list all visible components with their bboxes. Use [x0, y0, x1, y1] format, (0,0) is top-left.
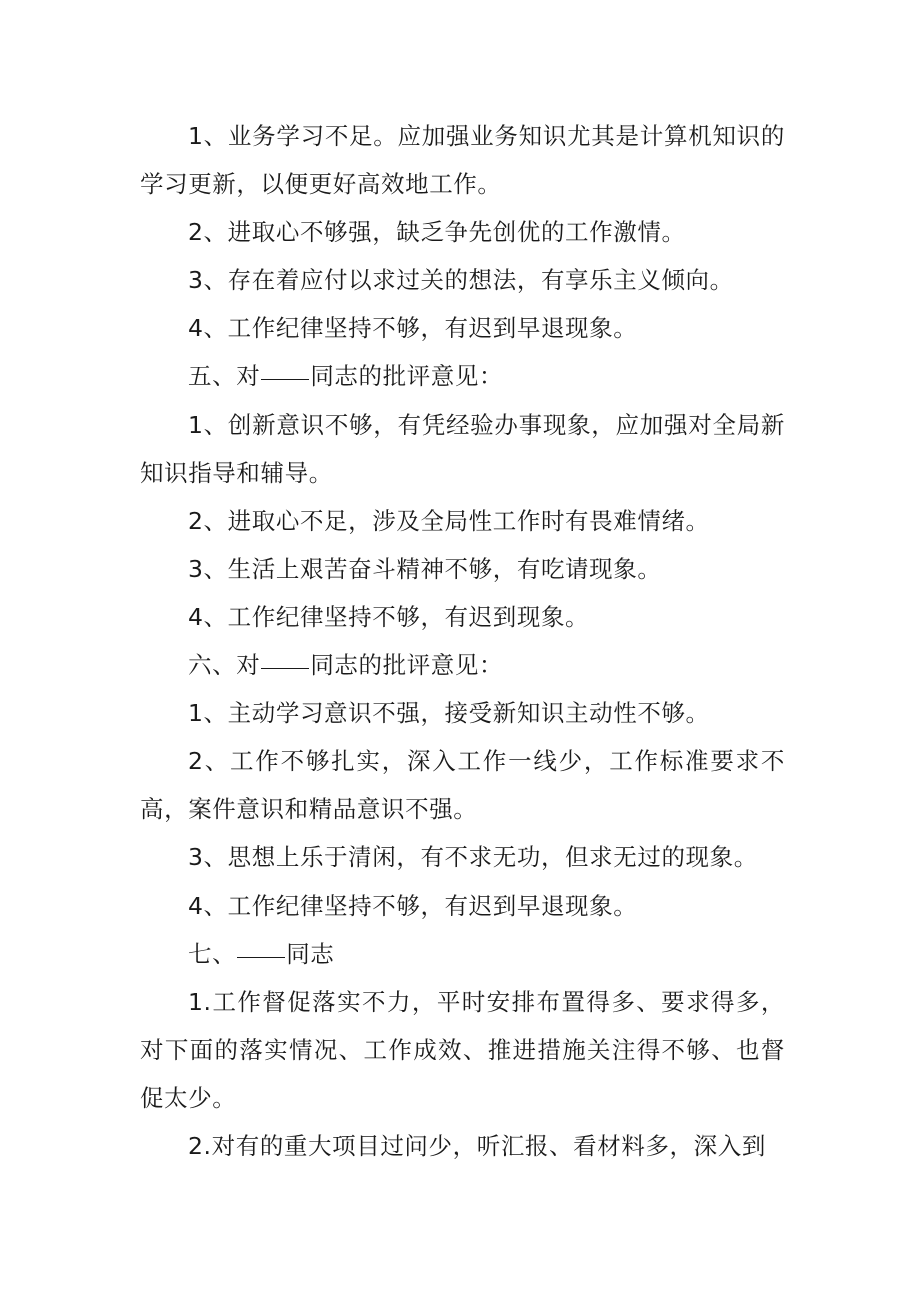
paragraph-text: 1、创新意识不够，有凭经验办事现象，应加强对全局新知识指导和辅导。 [140, 410, 785, 487]
paragraph [140, 978, 785, 1122]
paragraph-text: 1、业务学习不足。应加强业务知识尤其是计算机知识的学习更新，以便更好高效地工作。 [140, 122, 785, 199]
paragraph [140, 545, 785, 593]
section-heading [140, 641, 785, 689]
heading-suffix: 同志的批评意见： [310, 362, 504, 391]
paragraph [140, 689, 785, 737]
name-blank [261, 667, 309, 669]
paragraph-text: 4、工作纪律坚持不够，有迟到早退现象。 [188, 314, 638, 343]
paragraph [140, 593, 785, 641]
paragraph-text: 2.对有的重大项目过问少，听汇报、看材料多，深入到 [188, 1131, 766, 1160]
name-blank [237, 956, 285, 958]
paragraph-text: 4、工作纪律坚持不够，有迟到现象。 [188, 602, 590, 631]
document-body [140, 112, 785, 1170]
paragraph [140, 833, 785, 881]
paragraph-text: 1、主动学习意识不强，接受新知识主动性不够。 [188, 699, 710, 728]
paragraph-text: 3、思想上乐于清闲，有不求无功，但求无过的现象。 [188, 843, 758, 872]
paragraph [140, 497, 785, 545]
name-blank [261, 378, 309, 380]
section-heading [140, 352, 785, 400]
paragraph-text: 3、存在着应付以求过关的想法，有享乐主义倾向。 [188, 266, 734, 295]
paragraph [140, 304, 785, 352]
paragraph-text: 2、进取心不足，涉及全局性工作时有畏难情绪。 [188, 506, 710, 535]
section-heading [140, 930, 785, 978]
heading-suffix: 同志的批评意见： [310, 651, 504, 680]
paragraph [140, 1122, 785, 1170]
heading-prefix: 五、对 [188, 362, 261, 391]
paragraph-text: 1.工作督促落实不力，平时安排布置得多、要求得多，对下面的落实情况、工作成效、推进措施关注得不够、也督促太少。 [140, 987, 785, 1112]
paragraph-text: 2、工作不够扎实，深入工作一线少，工作标准要求不高，案件意识和精品意识不强。 [140, 747, 785, 824]
paragraph [140, 737, 785, 833]
paragraph [140, 401, 785, 497]
paragraph [140, 112, 785, 208]
paragraph-text: 2、进取心不够强，缺乏争先创优的工作激情。 [188, 218, 686, 247]
heading-prefix: 七、 [188, 939, 237, 968]
paragraph [140, 208, 785, 256]
paragraph-text: 4、工作纪律坚持不够，有迟到早退现象。 [188, 891, 638, 920]
paragraph-text: 3、生活上艰苦奋斗精神不够，有吃请现象。 [188, 554, 662, 583]
heading-suffix: 同志 [286, 939, 335, 968]
paragraph [140, 882, 785, 930]
heading-prefix: 六、对 [188, 651, 261, 680]
paragraph [140, 256, 785, 304]
